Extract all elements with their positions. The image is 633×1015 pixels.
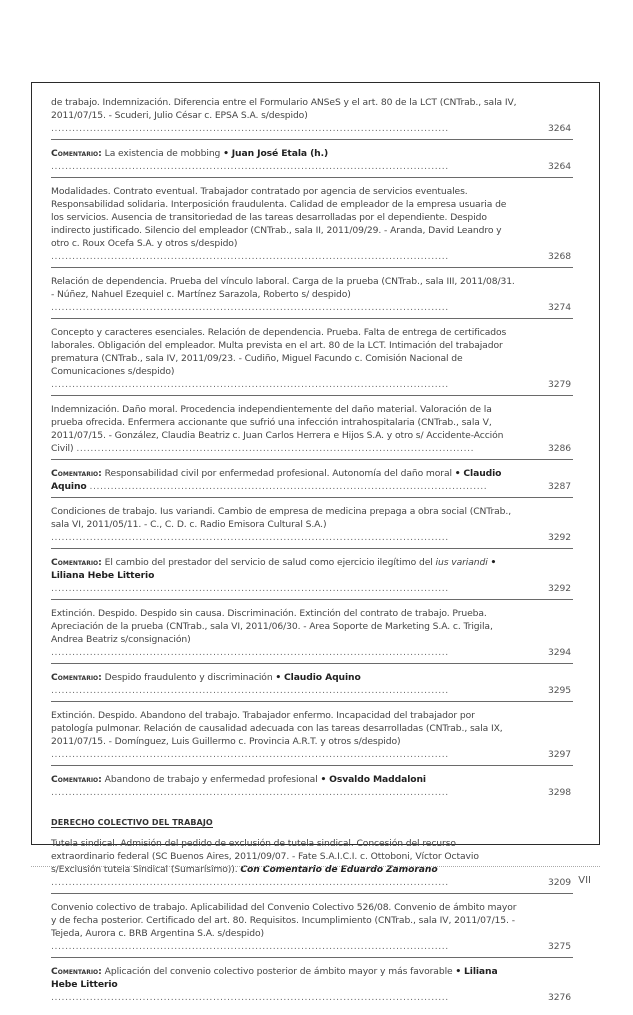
section-heading: DERECHO COLECTIVO DEL TRABAJO xyxy=(51,818,213,827)
page-number: 3264 xyxy=(548,161,571,172)
author: Juan José Etala (h.) xyxy=(231,148,329,159)
author: Osvaldo Maddaloni xyxy=(329,774,426,785)
page-number: 3279 xyxy=(548,379,571,390)
leader-dots: ................................................................................................................. xyxy=(76,443,475,454)
comment-entry xyxy=(51,965,573,1008)
bullet: • xyxy=(275,672,282,683)
page-number: 3209 xyxy=(548,877,571,888)
entry-text: Convenio colectivo de trabajo. Aplicabilidad del Convenio Colectivo 526/08. Convenio de ámbito mayor y de fecha posterior. Certificado del art. 80. Requisitos. Incumplimiento (CNTrab., sala IV, 2011/07/15. - Tejeda, Aurora c. BRB Argentina S.A. s/despido) xyxy=(51,902,517,939)
bottom-rule xyxy=(31,866,600,867)
comment-label: Comentario: xyxy=(51,468,102,479)
author: Liliana Hebe Litterio xyxy=(51,966,498,990)
page-number: 3276 xyxy=(548,992,571,1003)
leader-dots: ................................................................................................................. xyxy=(51,161,449,172)
comment-entry xyxy=(51,147,573,178)
index-entry xyxy=(51,185,573,268)
entry-text: Aplicación del convenio colectivo posterior de ámbito mayor y más favorable xyxy=(104,966,453,977)
index-entry xyxy=(51,326,573,396)
comment-label: Comentario: xyxy=(51,966,102,977)
entry-text: Modalidades. Contrato eventual. Trabajador contratado por agencia de servicios eventuales. Responsabilidad solidaria. Interposición fraudulenta. Calidad de empleador de la empresa usuaria de los servicios. Ausencia de transitoriedad de las tareas desarrolladas por el dependiente. Despido indirecto justificado. Silencio del empleador (CNTrab., sala II, 2011/09/29. - Aranda, David Leandro y otro c. Roux Ocefa S.A. y otros s/despido) xyxy=(51,186,507,249)
leader-dots: ................................................................................................................. xyxy=(51,532,449,543)
leader-dots: ................................................................................................................. xyxy=(51,992,449,1003)
entry-text: de trabajo. Indemnización. Diferencia entre el Formulario ANSeS y el art. 80 de la LCT (CNTrab., sala IV, 2011/07/15. - Scuderi, Julio César c. EPSA S.A. s/despido) xyxy=(51,97,517,121)
entry-italic-text: ius variandi xyxy=(435,557,488,568)
leader-dots: ................................................................................................................. xyxy=(51,877,449,888)
page-number: 3292 xyxy=(548,532,571,543)
leader-dots: ................................................................................................................. xyxy=(51,685,449,696)
author: Liliana Hebe Litterio xyxy=(51,570,155,581)
page-number: 3297 xyxy=(548,749,571,760)
entry-text: Indemnización. Daño moral. Procedencia independientemente del daño material. Valoración de la prueba ofrecida. Enfermera accionante que sufrió una infección intrahospitalaria (CNTrab., sala V, 2011/07/15. - González, Claudia Beatriz c. Juan Carlos Herrera e Hijos S.A. y otro s/ Accidente-Acción Civil) xyxy=(51,404,504,454)
entry-text: La existencia de mobbing xyxy=(104,148,221,159)
entry-text: Responsabilidad civil por enfermedad profesional. Autonomía del daño moral xyxy=(104,468,452,479)
bullet: • xyxy=(320,774,327,785)
bullet: • xyxy=(223,148,229,159)
leader-dots: ................................................................................................................. xyxy=(51,941,449,952)
page-number: 3295 xyxy=(548,685,571,696)
index-list xyxy=(51,96,573,1015)
index-entry xyxy=(51,505,573,549)
index-entry xyxy=(51,96,573,140)
bullet: • xyxy=(490,557,497,568)
page-number: 3275 xyxy=(548,941,571,952)
leader-dots: ................................................................................................................. xyxy=(51,123,449,134)
leader-dots: ................................................................................................................. xyxy=(51,787,449,798)
entry-text: Despido fraudulento y discriminación xyxy=(104,672,273,683)
comment-entry xyxy=(51,671,573,702)
bullet: • xyxy=(454,468,461,479)
leader-dots: ................................................................................................................. xyxy=(51,379,449,390)
entry-text: Extinción. Despido. Abandono del trabajo. Trabajador enfermo. Incapacidad del trabajador por patología pulmonar. Relación de causalidad adecuada con las tareas desarrolladas (CNTrab., sala IX, 2011/07/15. - Domínguez, Luis Guillermo c. Provincia A.R.T. y otros s/despido) xyxy=(51,710,503,747)
index-entry xyxy=(51,275,573,319)
leader-dots: ................................................................................................................. xyxy=(51,647,449,658)
comment-label: Comentario: xyxy=(51,774,102,785)
page-folio: VII xyxy=(578,875,591,886)
page-number: 3292 xyxy=(548,583,571,594)
page-number: 3264 xyxy=(548,123,571,134)
page-number: 3298 xyxy=(548,787,571,798)
comment-label: Comentario: xyxy=(51,672,102,683)
comment-entry xyxy=(51,556,573,600)
comment-entry xyxy=(51,773,573,803)
entry-text: Concepto y caracteres esenciales. Relación de dependencia. Prueba. Falta de entrega de certificados laborales. Obligación del empleador. Multa prevista en el art. 80 de la LCT. Intimación del trabajador prematura (CNTrab., sala IV, 2011/09/23. - Cudiño, Miguel Facundo c. Comisión Nacional de Comunicaciones s/despido) xyxy=(51,327,507,377)
comment-entry xyxy=(51,467,573,498)
index-entry xyxy=(51,607,573,664)
leader-dots: ................................................................................................................. xyxy=(51,749,449,760)
leader-dots: ................................................................................................................. xyxy=(51,251,449,262)
author: Claudio Aquino xyxy=(284,672,361,683)
entry-text: El cambio del prestador del servicio de salud como ejercicio ilegítimo del xyxy=(104,557,436,568)
comment-label: Comentario: xyxy=(51,148,102,159)
index-entry xyxy=(51,403,573,460)
page-number: 3268 xyxy=(548,251,571,262)
entry-text: Extinción. Despido. Despido sin causa. Discriminación. Extinción del contrato de trabajo. Prueba. Apreciación de la prueba (CNTrab., sala VI, 2011/06/30. - Area Soporte de Marketing S.A. c. Trigila, Andrea Beatriz s/consignación) xyxy=(51,608,493,645)
comment-label: Comentario: xyxy=(51,557,102,568)
author: Claudio Aquino xyxy=(51,468,502,492)
entry-text: Relación de dependencia. Prueba del vínculo laboral. Carga de la prueba (CNTrab., sala III, 2011/08/31. - Núñez, Nahuel Ezequiel c. Martínez Sarazola, Roberto s/ despido) xyxy=(51,276,515,300)
entry-text: Abandono de trabajo y enfermedad profesional xyxy=(104,774,318,785)
page-number: 3286 xyxy=(548,443,571,454)
index-entry xyxy=(51,709,573,766)
entry-text: Condiciones de trabajo. Ius variandi. Cambio de empresa de medicina prepaga a obra social (CNTrab., sala VI, 2011/05/11. - C., C. D. c. Radio Emisora Cultural S.A.) xyxy=(51,506,512,530)
entry-text: Tutela sindical. Admisión del pedido de exclusión de tutela sindical. Concesión del recurso extraordinario federal (SC Buenos Aires, 2011/09/07. - Fate S.A.I.C.I. c. Ottoboni, Víctor Octavio s/Exclusión tutela Sindical (Sumarísimo)). xyxy=(51,838,479,875)
leader-dots: ................................................................................................................. xyxy=(51,583,449,594)
page-number: 3294 xyxy=(548,647,571,658)
leader-dots: ................................................................................................................. xyxy=(89,481,488,492)
leader-dots: ................................................................................................................. xyxy=(51,302,449,313)
page-number: 3287 xyxy=(548,481,571,492)
page-number: 3274 xyxy=(548,302,571,313)
index-entry xyxy=(51,901,573,958)
comment-reference: Con Comentario de Eduardo Zamorano xyxy=(240,864,438,875)
bullet: • xyxy=(455,966,462,977)
